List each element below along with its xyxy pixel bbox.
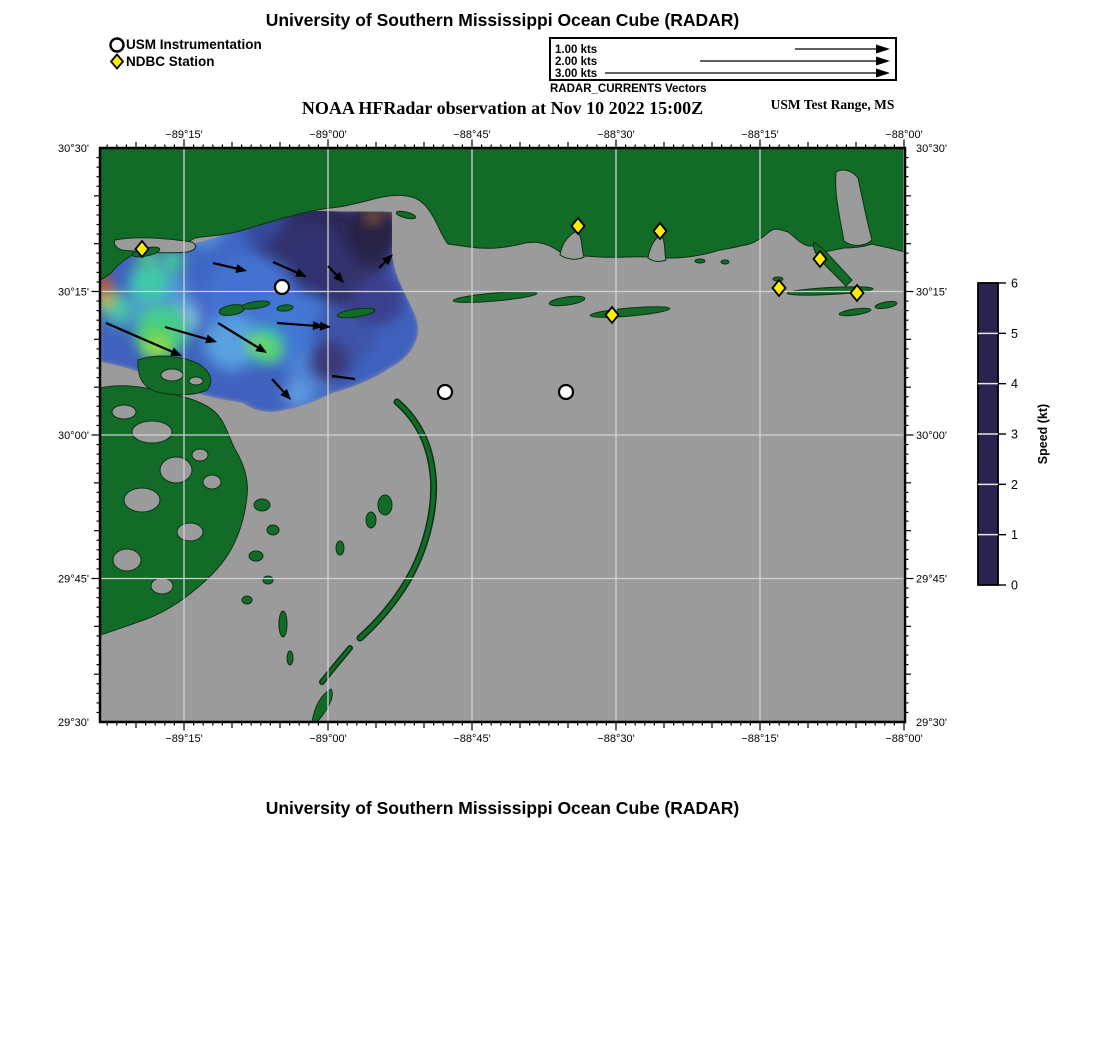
lon-label-bottom: −88°00' — [885, 733, 923, 745]
island — [721, 260, 729, 264]
lon-label-top: −88°45' — [453, 129, 491, 141]
lat-label-right: 29°30' — [916, 717, 947, 729]
lake — [113, 549, 141, 571]
lon-label-top: −88°30' — [597, 129, 635, 141]
islet — [336, 541, 344, 555]
speed-patch — [310, 342, 350, 382]
colorbar-tick-label: 2 — [1011, 477, 1018, 492]
islet — [378, 495, 392, 515]
lon-label-top: −89°15' — [165, 129, 203, 141]
lat-label-left: 29°45' — [58, 573, 89, 586]
islet — [254, 499, 270, 511]
lake — [192, 449, 208, 461]
colorbar-tick-label: 3 — [1011, 427, 1018, 442]
lake — [151, 578, 173, 594]
vector-scale-caption: RADAR_CURRENTS Vectors — [550, 83, 707, 95]
lake — [112, 405, 136, 419]
lat-label-left: 30°30' — [58, 143, 89, 155]
lon-label-top: −88°15' — [741, 129, 779, 141]
lat-label-right: 29°45' — [916, 573, 947, 586]
range-label: USM Test Range, MS — [770, 97, 895, 112]
islet — [249, 551, 263, 561]
islet — [267, 525, 279, 535]
lon-label-bottom: −89°00' — [309, 733, 347, 745]
colorbar — [978, 277, 1050, 593]
islet — [242, 596, 252, 604]
map-area — [94, 148, 905, 722]
usm-instrumentation-marker — [275, 280, 289, 294]
lake — [124, 488, 160, 512]
lon-label-bottom: −89°15' — [165, 733, 203, 745]
islet — [287, 651, 293, 665]
vector-scale-box — [549, 37, 897, 81]
lat-label-left: 30°15' — [58, 286, 89, 299]
lake — [160, 457, 192, 483]
map-subtitle: NOAA HFRadar observation at Nov 10 2022 15:00Z — [301, 98, 704, 118]
colorbar-tick-label: 0 — [1011, 578, 1018, 593]
speed-patch — [160, 250, 184, 274]
island — [695, 259, 705, 263]
lon-label-top: −88°00' — [885, 129, 923, 141]
ndbc-diamond-icon — [108, 53, 126, 70]
vector-scale-label: 1.00 kts — [555, 44, 598, 56]
islet — [279, 611, 287, 637]
vector-scale-row — [555, 56, 890, 68]
lake — [189, 377, 203, 385]
vector-scale-row — [555, 44, 890, 56]
lake — [161, 369, 183, 381]
speed-patch — [352, 274, 404, 326]
legend-item-ndbc — [108, 53, 262, 70]
legend-label-usm: USM Instrumentation — [126, 37, 262, 52]
lat-label-left: 29°30' — [58, 717, 89, 729]
colorbar-tick-label: 5 — [1011, 326, 1018, 341]
lat-label-right: 30°30' — [916, 143, 947, 155]
map-legend — [108, 36, 262, 70]
legend-label-ndbc: NDBC Station — [126, 54, 215, 69]
lon-label-bottom: −88°30' — [597, 733, 635, 745]
lat-label-left: 30°00' — [58, 430, 89, 442]
colorbar-tick-label: 1 — [1011, 528, 1018, 543]
vector-scale-arrowhead — [876, 45, 890, 54]
lake — [132, 421, 172, 443]
vector-scale-row — [555, 68, 890, 79]
colorbar-title: Speed (kt) — [1036, 403, 1050, 465]
vector-scale-arrowhead — [876, 69, 890, 78]
lon-label-bottom: −88°15' — [741, 733, 779, 745]
lake — [203, 475, 221, 489]
bottom-title: University of Southern Mississippi Ocean Cube (RADAR) — [265, 798, 740, 818]
usm-circle-icon — [108, 36, 126, 53]
colorbar-tick-label: 4 — [1011, 377, 1018, 392]
lat-label-right: 30°00' — [916, 430, 947, 442]
lon-label-top: −89°00' — [309, 129, 347, 141]
usm-instrumentation-marker — [438, 385, 452, 399]
speed-patch — [367, 211, 379, 223]
lon-label-bottom: −88°45' — [453, 733, 491, 745]
vector-scale-arrowhead — [876, 57, 890, 66]
legend-item-usm — [108, 36, 262, 53]
vector-scale-rows — [551, 39, 895, 79]
islet — [263, 576, 273, 584]
lat-label-right: 30°15' — [916, 286, 947, 299]
usm-instrumentation-marker — [559, 385, 573, 399]
lake — [177, 523, 203, 541]
page-title: University of Southern Mississippi Ocean Cube (RADAR) — [265, 10, 740, 30]
islet — [366, 512, 376, 528]
vector-scale-label: 2.00 kts — [555, 56, 598, 68]
vector-scale-label: 3.00 kts — [555, 68, 598, 79]
colorbar-tick-label: 6 — [1011, 276, 1018, 291]
